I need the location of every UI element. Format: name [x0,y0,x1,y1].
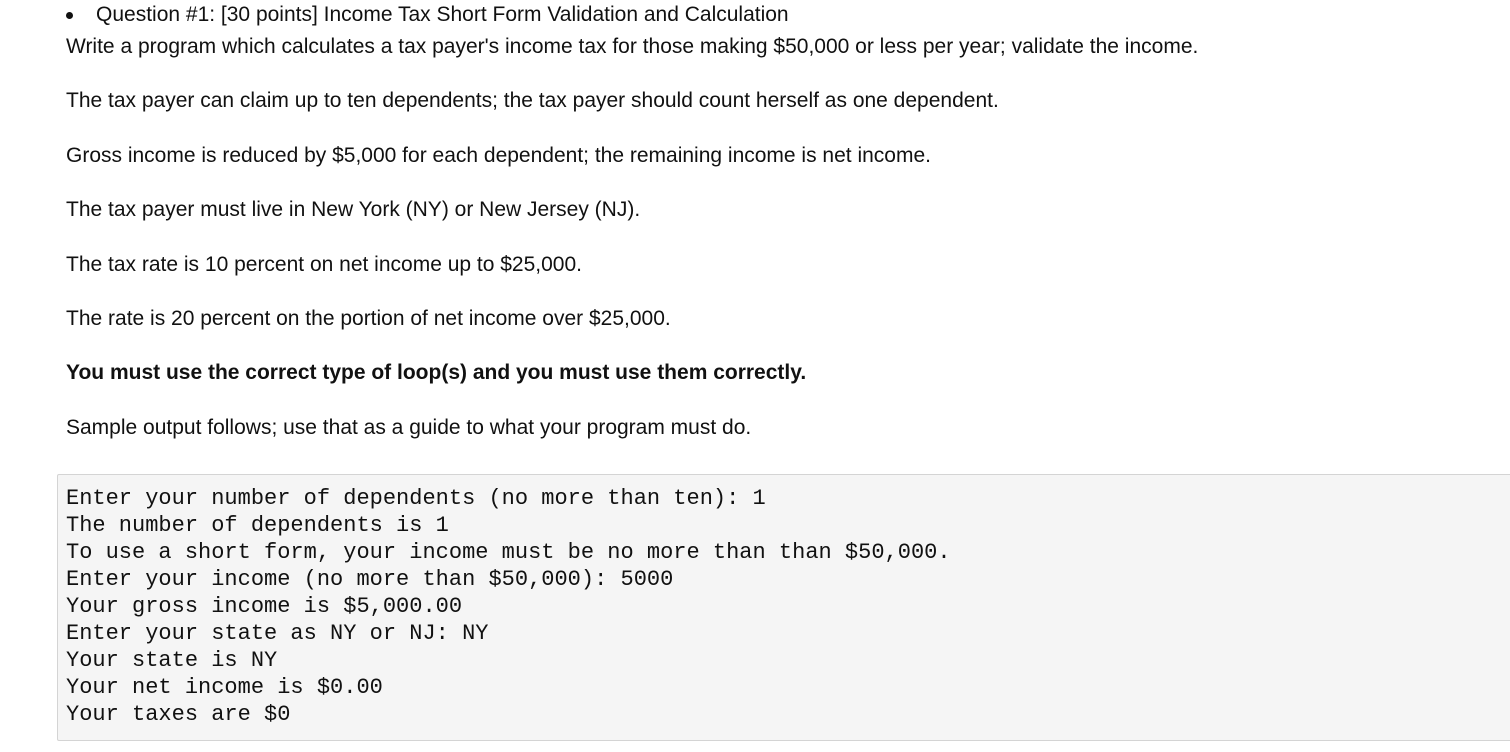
code-line: Enter your income (no more than $50,000): 5000 [66,567,674,592]
question-title: Question #1: [30 points] Income Tax Short Form Validation and Calculation [96,3,789,26]
paragraph-tax-rate-20: The rate is 20 percent on the portion of net income over $25,000. [66,307,671,330]
paragraph-program-description: Write a program which calculates a tax payer's income tax for those making $50,000 or less per year; validate the income. [66,35,1199,58]
paragraph-loop-requirement: You must use the correct type of loop(s) and you must use them correctly. [66,361,807,384]
bullet-icon [66,12,73,19]
paragraph-gross-income: Gross income is reduced by $5,000 for each dependent; the remaining income is net income. [66,144,931,167]
paragraph-dependents: The tax payer can claim up to ten dependents; the tax payer should count herself as one dependent. [66,89,999,112]
paragraph-tax-rate-10: The tax rate is 10 percent on net income up to $25,000. [66,253,582,276]
code-line: Your taxes are $0 [66,702,291,727]
code-line: Your state is NY [66,648,278,673]
code-line: The number of dependents is 1 [66,513,449,538]
code-line: Enter your state as NY or NJ: NY [66,621,489,646]
paragraph-sample-intro: Sample output follows; use that as a guide to what your program must do. [66,416,752,439]
code-line: Your net income is $0.00 [66,675,383,700]
paragraph-state: The tax payer must live in New York (NY) or New Jersey (NJ). [66,198,641,221]
code-line: Enter your number of dependents (no more than ten): 1 [66,486,766,511]
sample-output-block [57,474,1510,741]
code-line: Your gross income is $5,000.00 [66,594,463,619]
code-line: To use a short form, your income must be no more than than $50,000. [66,540,951,565]
question-heading [66,2,789,28]
